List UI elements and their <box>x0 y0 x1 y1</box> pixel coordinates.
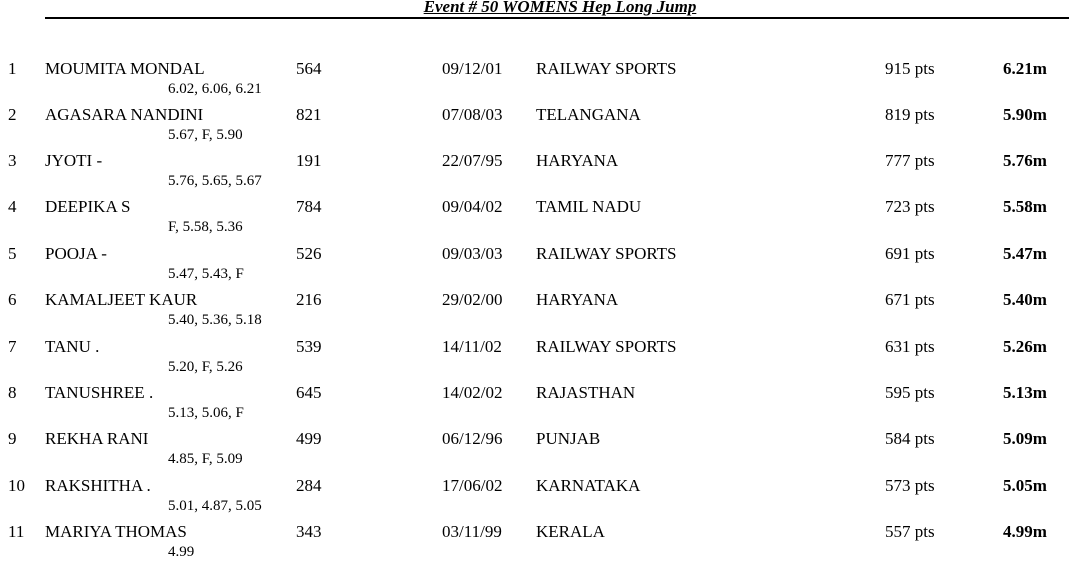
result-row <box>0 151 1069 195</box>
date-of-birth: 09/04/02 <box>442 197 503 216</box>
best-mark: 5.40m <box>1003 290 1047 309</box>
result-row <box>0 476 1069 520</box>
points: 671 pts <box>885 290 935 309</box>
athlete-name: DEEPIKA S <box>45 197 131 216</box>
result-row <box>0 105 1069 149</box>
date-of-birth: 17/06/02 <box>442 476 503 495</box>
date-of-birth: 14/11/02 <box>442 337 502 356</box>
jump-attempts: 5.13, 5.06, F <box>168 405 244 421</box>
points: 573 pts <box>885 476 935 495</box>
best-mark: 5.76m <box>1003 151 1047 170</box>
bib-number: 499 <box>296 429 322 448</box>
best-mark: 6.21m <box>1003 59 1047 78</box>
team: RAILWAY SPORTS <box>536 337 677 356</box>
best-mark: 5.05m <box>1003 476 1047 495</box>
athlete-name: KAMALJEET KAUR <box>45 290 198 309</box>
place: 8 <box>8 383 17 402</box>
jump-attempts: 4.99 <box>168 544 195 560</box>
date-of-birth: 06/12/96 <box>442 429 503 448</box>
date-of-birth: 22/07/95 <box>442 151 503 170</box>
points: 777 pts <box>885 151 935 170</box>
team: HARYANA <box>536 290 619 309</box>
date-of-birth: 14/02/02 <box>442 383 503 402</box>
points: 723 pts <box>885 197 935 216</box>
place: 2 <box>8 105 17 124</box>
date-of-birth: 09/12/01 <box>442 59 503 78</box>
place: 9 <box>8 429 17 448</box>
jump-attempts: 5.20, F, 5.26 <box>168 359 243 375</box>
team: KERALA <box>536 522 605 541</box>
event-title: Event # 50 WOMENS Hep Long Jump <box>423 0 697 16</box>
result-row <box>0 383 1069 427</box>
points: 631 pts <box>885 337 935 356</box>
date-of-birth: 03/11/99 <box>442 522 502 541</box>
place: 10 <box>8 476 25 495</box>
best-mark: 5.26m <box>1003 337 1047 356</box>
points: 584 pts <box>885 429 935 448</box>
bib-number: 526 <box>296 244 322 263</box>
best-mark: 5.09m <box>1003 429 1047 448</box>
team: KARNATAKA <box>536 476 641 495</box>
jump-attempts: 5.67, F, 5.90 <box>168 127 243 143</box>
team: RAILWAY SPORTS <box>536 244 677 263</box>
bib-number: 343 <box>296 522 322 541</box>
athlete-name: AGASARA NANDINI <box>45 105 204 124</box>
bib-number: 564 <box>296 59 322 78</box>
athlete-name: MARIYA THOMAS <box>45 522 187 541</box>
points: 691 pts <box>885 244 935 263</box>
place: 1 <box>8 59 17 78</box>
result-row <box>0 197 1069 241</box>
jump-attempts: 6.02, 6.06, 6.21 <box>168 81 262 97</box>
result-row <box>0 59 1069 103</box>
bib-number: 539 <box>296 337 322 356</box>
team: HARYANA <box>536 151 619 170</box>
result-row <box>0 337 1069 381</box>
bib-number: 216 <box>296 290 322 309</box>
jump-attempts: 5.01, 4.87, 5.05 <box>168 498 262 514</box>
athlete-name: RAKSHITHA . <box>45 476 151 495</box>
result-row <box>0 429 1069 473</box>
result-row <box>0 290 1069 334</box>
bib-number: 821 <box>296 105 322 124</box>
bib-number: 284 <box>296 476 322 495</box>
athlete-name: JYOTI - <box>45 151 103 170</box>
bib-number: 191 <box>296 151 322 170</box>
team: TELANGANA <box>536 105 641 124</box>
bib-number: 784 <box>296 197 322 216</box>
points: 915 pts <box>885 59 935 78</box>
date-of-birth: 09/03/03 <box>442 244 503 263</box>
title-underline-rule <box>45 17 1069 19</box>
athlete-name: TANU . <box>45 337 100 356</box>
best-mark: 5.13m <box>1003 383 1047 402</box>
date-of-birth: 07/08/03 <box>442 105 503 124</box>
jump-attempts: F, 5.58, 5.36 <box>168 219 243 235</box>
athlete-name: TANUSHREE . <box>45 383 154 402</box>
team: RAILWAY SPORTS <box>536 59 677 78</box>
place: 6 <box>8 290 17 309</box>
jump-attempts: 5.76, 5.65, 5.67 <box>168 173 262 189</box>
place: 4 <box>8 197 17 216</box>
athlete-name: POOJA - <box>45 244 107 263</box>
best-mark: 5.58m <box>1003 197 1047 216</box>
best-mark: 5.90m <box>1003 105 1047 124</box>
points: 819 pts <box>885 105 935 124</box>
team: RAJASTHAN <box>536 383 636 402</box>
place: 11 <box>8 522 25 541</box>
jump-attempts: 5.40, 5.36, 5.18 <box>168 312 262 328</box>
place: 5 <box>8 244 17 263</box>
jump-attempts: 5.47, 5.43, F <box>168 266 244 282</box>
points: 595 pts <box>885 383 935 402</box>
place: 3 <box>8 151 17 170</box>
athlete-name: REKHA RANI <box>45 429 149 448</box>
result-row <box>0 244 1069 288</box>
place: 7 <box>8 337 17 356</box>
best-mark: 4.99m <box>1003 522 1047 541</box>
points: 557 pts <box>885 522 935 541</box>
best-mark: 5.47m <box>1003 244 1047 263</box>
result-row <box>0 522 1069 566</box>
bib-number: 645 <box>296 383 322 402</box>
team: PUNJAB <box>536 429 601 448</box>
team: TAMIL NADU <box>536 197 642 216</box>
jump-attempts: 4.85, F, 5.09 <box>168 451 243 467</box>
athlete-name: MOUMITA MONDAL <box>45 59 205 78</box>
date-of-birth: 29/02/00 <box>442 290 503 309</box>
